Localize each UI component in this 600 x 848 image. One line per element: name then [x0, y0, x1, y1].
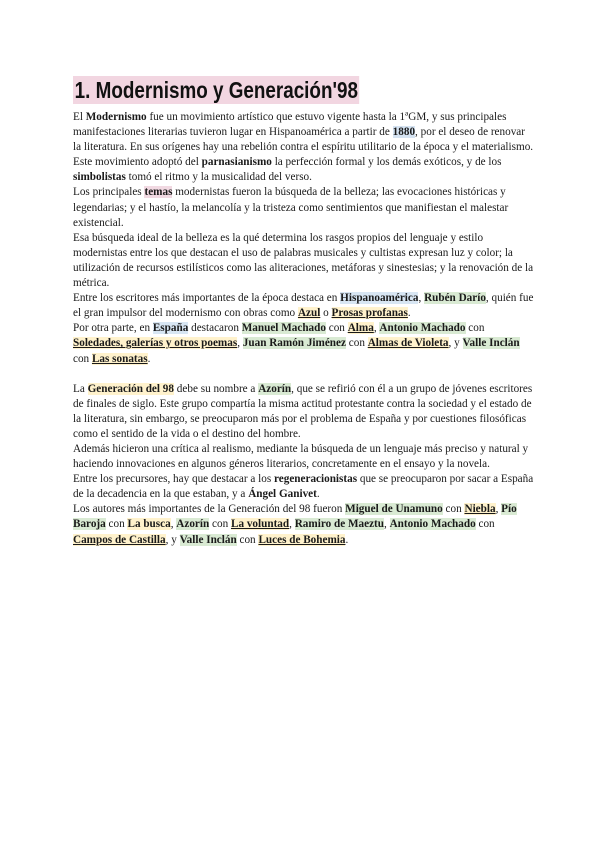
text-run: que se preocuparon por sacar a España de la decadencia en la que estaban, y a: [73, 473, 534, 501]
work-alma: Alma: [347, 322, 374, 335]
work-soledades: Soledades, galerías y otros poemas: [73, 337, 238, 350]
text-run: .: [316, 488, 320, 501]
work-prosas-profanas: Prosas profanas: [331, 307, 408, 320]
text-run: o: [320, 307, 332, 320]
paragraph-espana: [73, 321, 535, 366]
author-miguel-de-unamuno: Miguel de Unamuno: [345, 503, 443, 516]
author-angel-ganivet: Ángel Ganivet: [248, 488, 317, 501]
term-hispanoamerica: Hispanoamérica: [340, 292, 419, 305]
text-run: con: [475, 518, 495, 531]
paragraph-modernismo-intro: [73, 110, 535, 155]
heading-container: [73, 76, 422, 104]
author-azorin-2: Azorín: [176, 518, 210, 531]
text-run: tomó el ritmo y la musicalidad del verso.: [125, 171, 312, 184]
author-ramiro-de-maeztu: Ramiro de Maeztu: [294, 518, 384, 531]
work-las-sonatas: Las sonatas: [91, 352, 148, 365]
text-run: Los principales: [73, 186, 145, 199]
work-azul: Azul: [297, 307, 321, 320]
text-run: con: [73, 352, 92, 365]
text-run: Esa búsqueda ideal de la belleza es la qué determina los rasgos propios del lenguaje y estilo modernistas entre los que destacan el uso de palabras musicales y cultistas expresan luz y color; la utilización de recursos estilísticos como las aliteraciones, metáforas y sinestesias; y la renovación de la métrica.: [73, 231, 534, 290]
text-run: con: [442, 503, 465, 516]
work-la-voluntad: La voluntad: [230, 518, 290, 531]
paragraph-influences: [73, 155, 535, 185]
term-parnasianismo: parnasianismo: [201, 156, 272, 169]
author-manuel-machado: Manuel Machado: [241, 322, 326, 335]
author-valle-inclan-2: Valle Inclán: [179, 533, 237, 546]
paragraph-temas: [73, 185, 535, 230]
text-run: .: [407, 307, 411, 320]
term-espana: España: [152, 322, 189, 335]
text-run: .: [147, 352, 151, 365]
paragraph-autores-98: [73, 502, 535, 547]
text-run: fue un movimiento artístico que estuvo vigente hasta la 1ªGM, y sus principales manifestaciones literarias tuvieron lugar en Hispanoamérica a partir de: [73, 111, 507, 139]
text-run: , quién fue el gran impulsor del modernismo con obras como: [73, 292, 534, 320]
text-run: Por otra parte, en: [73, 322, 153, 335]
term-generacion-del-98: Generación del 98: [87, 382, 174, 395]
work-luces-de-bohemia: Luces de Bohemia: [258, 533, 346, 546]
text-run: , que se refirió con él a un grupo de jóvenes escritores de finales de siglo. Este grupo compartía la misma actitud protestante contra la sociedad y el estado de la literatura, sin embargo, se preocuparon más por el problema de España y por cuestiones filosóficas como el sentido de la vida o el destino del hombre.: [73, 382, 533, 440]
text-run: la perfección formal y los demás exóticos, y de los: [271, 156, 502, 169]
text-run: , por el deseo de renovar la literatura. En sus orígenes hay una rebelión contra el espíritu utilitario de la época y el materialismo.: [73, 126, 534, 154]
author-valle-inclan: Valle Inclán: [462, 337, 520, 350]
paragraph-hispanoamerica: [73, 291, 535, 321]
term-modernismo: Modernismo: [85, 111, 147, 123]
text-run: con: [236, 533, 259, 546]
text-run: Además hicieron una crítica al realismo, mediante la búsqueda de un lenguaje más preciso y natural y haciendo innovaciones en algunos géneros literarios, concretamente en el ensayo y la novela.: [73, 442, 529, 471]
term-year-1880: 1880: [392, 126, 416, 139]
text-run: ,: [418, 292, 425, 305]
work-campos-de-castilla: Campos de Castilla: [73, 533, 166, 546]
text-run: Entre los precursores, hay que destacar a los: [73, 473, 274, 486]
paragraph-estilo: [73, 231, 535, 291]
author-azorin: Azorín: [258, 382, 292, 395]
document-body: [73, 110, 535, 548]
text-run: .: [345, 533, 349, 546]
text-run: modernistas fueron la búsqueda de la belleza; las evocaciones históricas y legendarias; y el hastío, la melancolía y la tristeza como sentimientos que manifiestan el malestar existencial.: [73, 186, 509, 229]
text-run: con: [325, 322, 348, 335]
paragraph-realismo: [73, 442, 535, 472]
text-run: destacaron: [188, 322, 242, 335]
work-niebla: Niebla: [464, 503, 496, 516]
page-title: 1. Modernismo y Generación'98: [74, 77, 358, 103]
text-run: , y: [448, 337, 463, 350]
text-run: ,: [289, 518, 295, 531]
term-regeneracionistas: regeneracionistas: [274, 473, 358, 486]
term-simbolistas: simbolistas: [73, 171, 126, 184]
text-run: El: [73, 111, 86, 123]
text-run: con: [105, 518, 128, 531]
text-run: ,: [384, 518, 390, 531]
author-pio-baroja: Pío Baroja: [73, 503, 517, 531]
author-antonio-machado-2: Antonio Machado: [389, 518, 476, 531]
text-run: Los autores más importantes de la Generación del 98 fueron: [73, 503, 346, 516]
text-run: Entre los escritores más importantes de la época destaca en: [73, 292, 341, 305]
text-run: debe su nombre a: [174, 382, 259, 395]
text-run: Este movimiento adoptó del: [73, 156, 202, 169]
text-run: con: [209, 518, 231, 531]
paragraph-generacion-98: [73, 382, 535, 442]
text-run: La: [73, 382, 88, 395]
text-run: con: [465, 322, 485, 335]
paragraph-precursores: [73, 472, 535, 502]
author-antonio-machado: Antonio Machado: [379, 322, 466, 335]
author-juan-ramon-jimenez: Juan Ramón Jiménez: [242, 337, 346, 350]
author-ruben-dario: Rubén Darío: [424, 292, 486, 305]
text-run: ,: [495, 503, 502, 516]
text-run: , y: [165, 533, 180, 546]
text-run: ,: [170, 518, 177, 531]
term-temas: temas: [144, 186, 173, 199]
work-la-busca: La busca: [127, 518, 171, 531]
text-run: ,: [373, 322, 380, 335]
text-run: ,: [237, 337, 243, 350]
work-almas-de-violeta: Almas de Violeta: [367, 337, 449, 350]
text-run: con: [345, 337, 368, 350]
paragraph-spacer: [73, 367, 535, 382]
